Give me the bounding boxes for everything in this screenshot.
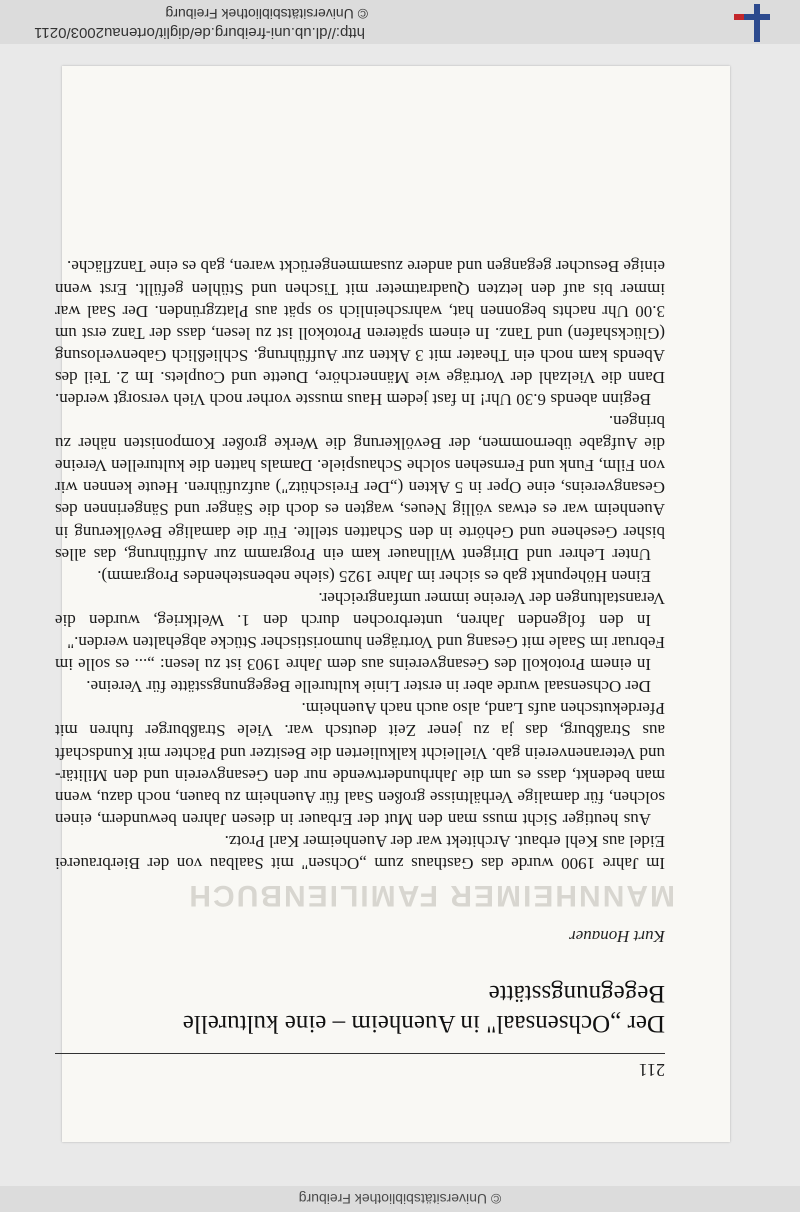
paragraph: Aus heutiger Sicht muss man den Mut der Erbauer in diesen Jahren bewundern, einen solchen, für damalige Verhältnisse großen Saal für Auenheim zu bauen, noch dazu, wenn man bedenkt, dass es um die Jahrhundertwende nur den Gesangverein und den Militär- und Veteranenverein gab. Vielleicht kalkulierten die Besitzer und Pächter mit Kundschaft aus Straßburg, das ja zu jener Zeit deutsch war. Viele Straßburger fuhren mit Pferdekutschen aufs Land, also auch nach Auenheim.	[55, 699, 665, 829]
article-body	[55, 255, 665, 874]
faded-url-text: © Universitätsbibliothek Freiburg	[298, 1191, 502, 1207]
viewer-footer	[0, 0, 800, 44]
show-through-text: MANNHEIMER FAMILIENBUCH	[187, 879, 675, 912]
article-title: Der „Ochsensaal" in Auenheim – eine kulturelle Begegnungsstätte	[182, 980, 665, 1037]
page-number: 211	[638, 1060, 665, 1080]
paragraph: Beginn abends 6.30 Uhr! In fast jedem Haus musste vorher noch Vieh versorgt werden. Dann die Vielzahl der Vorträge wie Männerchöre, Duette und Couplets. Im 2. Teil des Abends kam noch ein Theater mit 3 Akten zur Aufführung. Schließlich Gabenverlosung (Glückshafen) und Tanz. In einem späteren Protokoll ist zu lesen, dass der Tanz erst um 3.00 Uhr nachts begonnen hat, wahrscheinlich so spät aus Platzgründen. Der Saal war immer bis auf den letzten Quadratmeter mit Tischen und Stühlen gefüllt. Erst wenn einige Besucher gegangen und andere zusammengerückt waren, gab es eine Tanzfläche.	[55, 257, 665, 410]
paragraph: Unter Lehrer und Dirigent Willnauer kam ein Programm zur Aufführung, das alles bisher Gesehene und Gehörte in den Schatten stellte. Für die damalige Bevölkerung in Auenheim war es etwas völlig Neues, wagten es doch die Sänger und Sängerinnen des Gesangvereins, eine Oper in 5 Akten („Der Freischütz") aufzuführen. Heute kennen wir von Film, Funk und Fernsehen solche Schauspiele. Damals hatten die kulturellen Vereine die Aufgabe übernommen, der Bevölkerung die Werke großer Komponisten näher zu bringen.	[55, 412, 665, 564]
paragraph: In den folgenden Jahren, unterbrochen durch den 1. Weltkrieg, wurden die Veranstaltungen der Vereine immer umfangreicher.	[55, 588, 665, 630]
bottom-viewer-strip	[0, 1186, 800, 1212]
copyright-notice: © Universitätsbibliothek Freiburg	[165, 6, 368, 22]
book-page	[55, 66, 730, 1142]
page-url[interactable]: http://dl.ub.uni-freiburg.de/diglit/ortenau2003/0211	[34, 24, 365, 41]
paragraph: Der Ochsensaal wurde aber in erster Linie kulturelle Begegnungsstätte für Vereine.	[86, 677, 651, 697]
ub-logo-icon	[730, 2, 770, 42]
header-rule	[55, 1053, 665, 1054]
paragraph: In einem Protokoll des Gesangvereins aus dem Jahre 1903 ist zu lesen: „... es solle im Februar im Saale mit Gesang und Vorträgen humoristischer Stücke abgehalten werden."	[55, 633, 665, 675]
author-name: Kurt Honauer	[569, 927, 665, 946]
paragraph: Einen Höhepunkt gab es sicher im Jahre 1925 (siehe nebenstehendes Programm).	[97, 566, 651, 586]
paragraph: Im Jahre 1900 wurde das Gasthaus zum „Ochsen" mit Saalbau von der Bierbrauerei Eidel aus Kehl erbaut. Architekt war der Auenheimer Karl Protz.	[55, 831, 665, 873]
